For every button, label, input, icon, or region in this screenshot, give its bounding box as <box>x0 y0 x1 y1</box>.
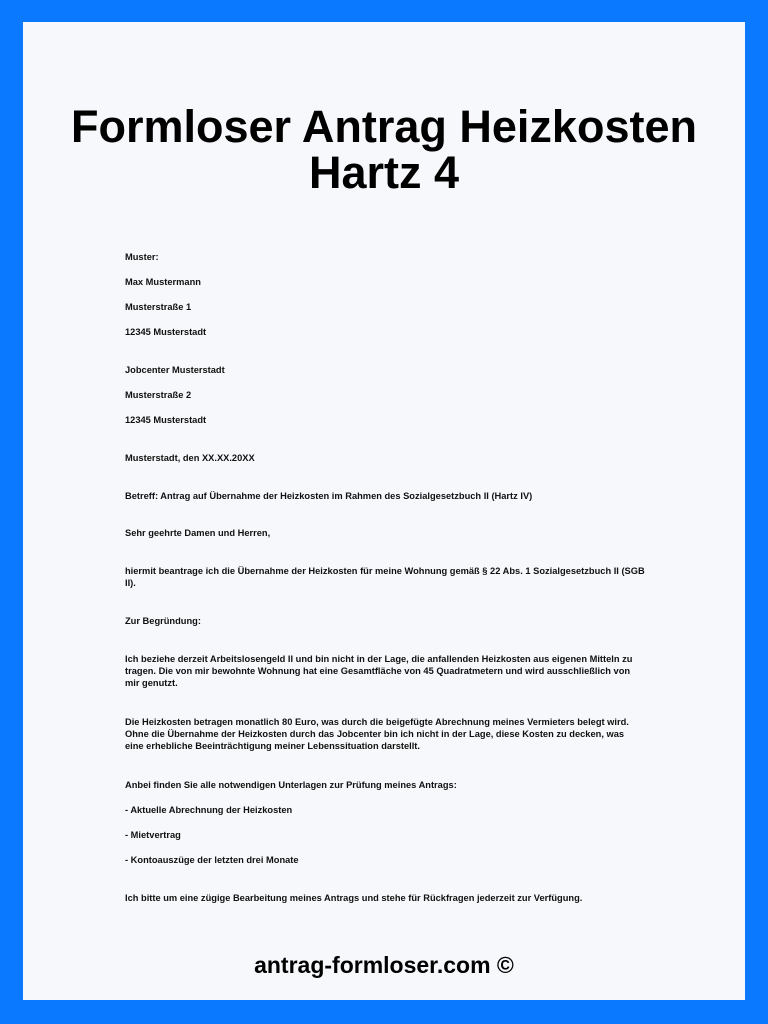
document-page <box>23 22 745 1000</box>
date-line: Musterstadt, den XX.XX.20XX <box>125 453 255 463</box>
sender-street: Musterstraße 1 <box>125 302 192 312</box>
footer-website: antrag-formloser.com © <box>254 952 514 978</box>
title-line-1: Formloser Antrag Heizkosten <box>71 101 697 152</box>
attachment-item: - Mietvertrag <box>125 830 181 840</box>
attachment-item: - Kontoauszüge der letzten drei Monate <box>125 855 299 865</box>
attachment-item: - Aktuelle Abrechnung der Heizkosten <box>125 805 293 815</box>
sample-label: Muster: <box>125 252 159 262</box>
intro-paragraph: hiermit beantrage ich die Übernahme der Heizkosten für meine Wohnung gemäß § 22 Abs. 1 Sozialgesetzbuch II (SGB II). <box>125 566 645 588</box>
reason-paragraph-2: Die Heizkosten betragen monatlich 80 Euro, was durch die beigefügte Abrechnung meines Vermieters belegt wird. Ohne die Übernahme der Heizkosten durch das Jobcenter bin ich nicht in der Lage, diese Kosten zu decken, was eine erhebliche Beeinträchtigung meiner Lebenssituation darstellt. <box>125 717 629 751</box>
subject-line: Betreff: Antrag auf Übernahme der Heizkosten im Rahmen des Sozialgesetzbuch II (Hartz IV) <box>125 491 533 501</box>
recipient-city: 12345 Musterstadt <box>125 415 207 425</box>
recipient-street: Musterstraße 2 <box>125 390 192 400</box>
recipient-name: Jobcenter Musterstadt <box>125 365 225 375</box>
salutation: Sehr geehrte Damen und Herren, <box>125 528 271 538</box>
title-line-2: Hartz 4 <box>308 147 460 198</box>
reason-paragraph-1: Ich beziehe derzeit Arbeitslosengeld II und bin nicht in der Lage, die anfallenden Heizkosten aus eigenen Mitteln zu tragen. Die von mir bewohnte Wohnung hat eine Gesamtfläche von 45 Quadratmetern und wird ausschließlich von mir genutzt. <box>125 654 633 688</box>
attachments-intro: Anbei finden Sie alle notwendigen Unterlagen zur Prüfung meines Antrags: <box>125 780 457 790</box>
sender-city: 12345 Musterstadt <box>125 327 207 337</box>
sender-name: Max Mustermann <box>125 277 201 287</box>
reason-heading: Zur Begründung: <box>125 616 201 626</box>
document-title <box>23 101 745 198</box>
closing-paragraph: Ich bitte um eine zügige Bearbeitung meines Antrags und stehe für Rückfragen jederzeit zur Verfügung. <box>125 893 583 903</box>
